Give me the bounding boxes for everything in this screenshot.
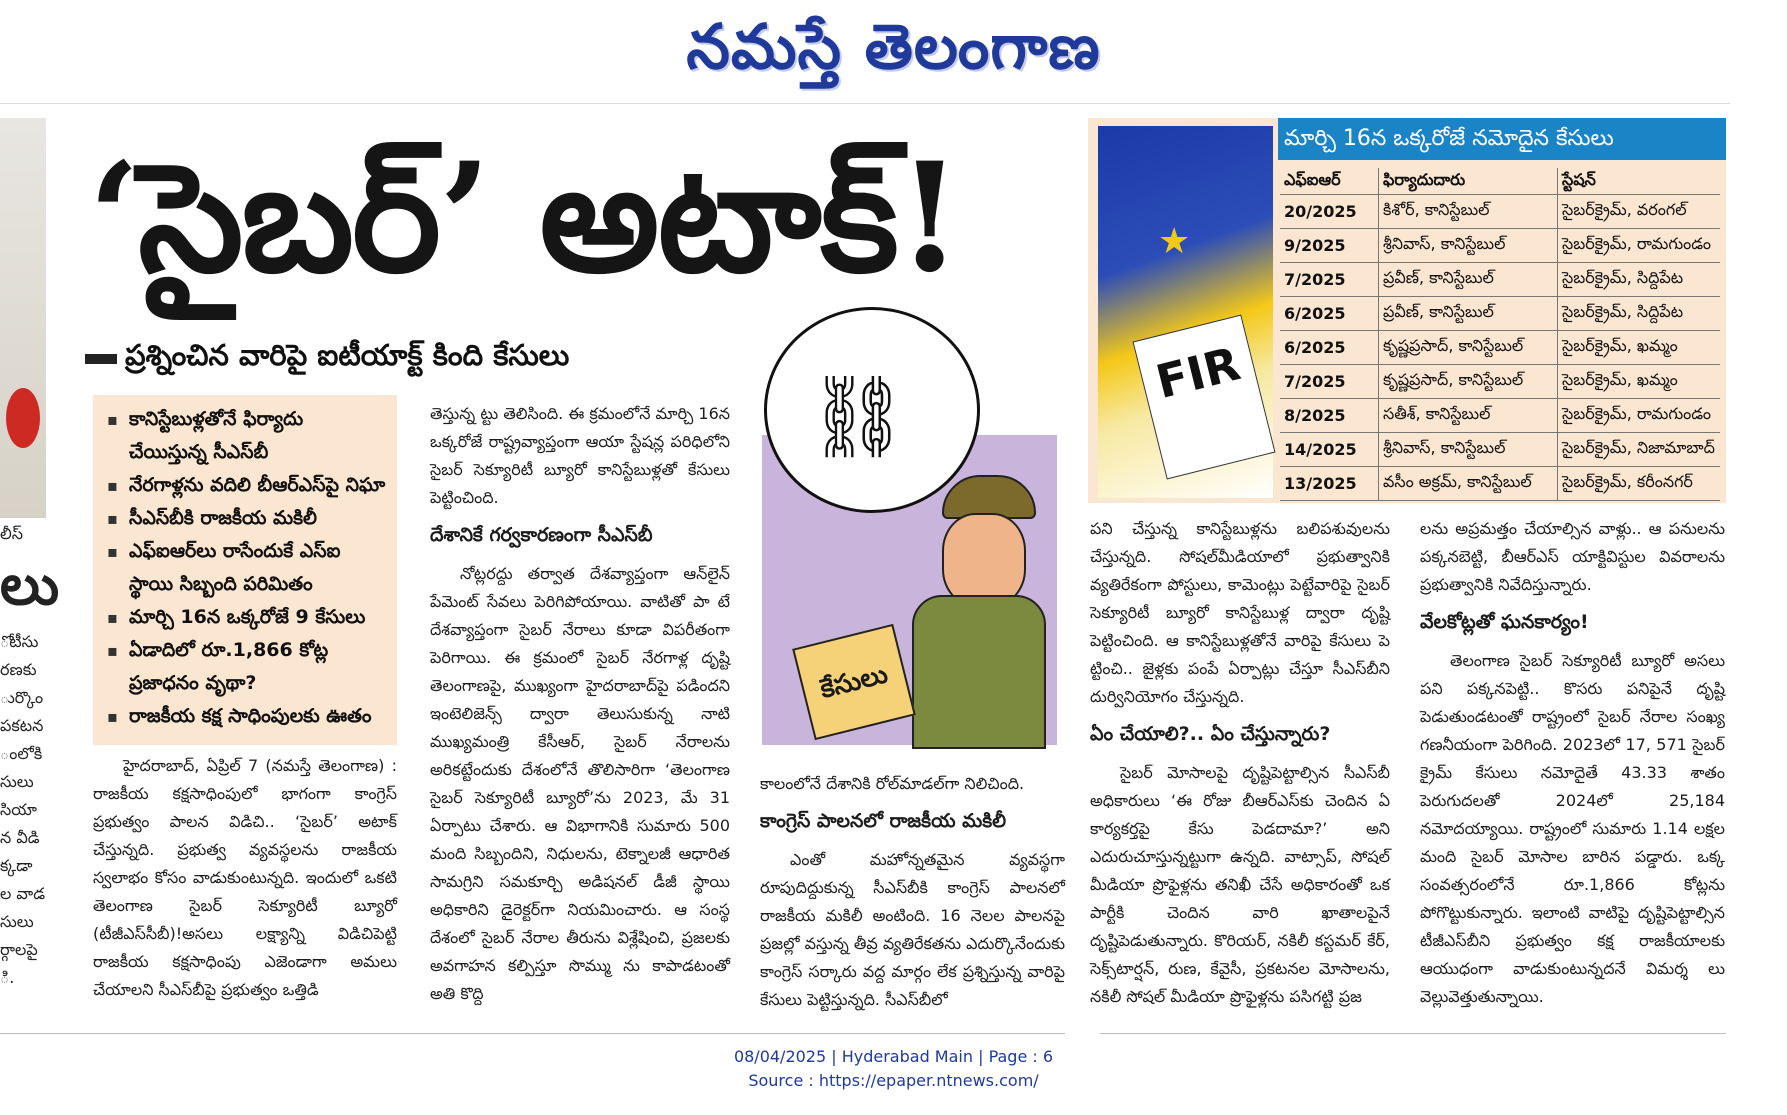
complainant: వసీం అక్రమ్‌, కానిస్టేబుల్‌ [1379, 467, 1558, 501]
article-column-2 [430, 400, 730, 1016]
highlight-item: ▪ మార్చి 16న ఒక్కరోజే 9 కేసులు [129, 601, 387, 634]
left-line: ంలోకి [0, 744, 43, 763]
left-line: రణకు [0, 660, 37, 679]
left-line: ర్గాలపై [0, 940, 38, 959]
complainant: సతీశ్‌, కానిస్టేబుల్‌ [1379, 399, 1558, 433]
page-footer [0, 1045, 1787, 1093]
station: సైబర్‌క్రైమ్‌, వరంగల్‌ [1558, 195, 1721, 229]
station: సైబర్‌క్రైమ్‌, సిద్దిపేట [1558, 263, 1721, 297]
fir-number: 8/2025 [1280, 399, 1379, 433]
station: సైబర్‌క్రైమ్‌, నిజామాబాద్‌ [1558, 433, 1721, 467]
table-row [1280, 229, 1720, 263]
left-line: ి. [0, 968, 15, 987]
left-line: సులు [0, 772, 34, 791]
station: సైబర్‌క్రైమ్‌, ఖమ్మం [1558, 331, 1721, 365]
left-photo-fragment [0, 118, 46, 518]
highlight-item: ▪ ఎఫ్‌ఐఆర్‌లు రాసేందుకే ఎస్‌ఐ స్థాయి సిబ్బంది పరిమితం [129, 535, 387, 601]
left-line: పకటన [0, 716, 44, 735]
headline: ‘సైబర్’ అటాక్! [88, 130, 961, 306]
paragraph: తెస్తున్న ట్టు తెలిసింది. ఈ క్రమంలోనే మార్చి 16న ఒక్కరోజే రాష్ట్రవ్యాప్తంగా ఆయా స్టేషన్ల పరిధిలోని సైబర్‌ సెక్యూరిటీ బ్యూరో కానిస్టేబుళ్లతో కేసులు పెట్టించింది. [430, 404, 730, 507]
table-row [1280, 331, 1720, 365]
left-line: ల వాడ [0, 884, 46, 903]
fir-number: 20/2025 [1280, 195, 1379, 229]
station: సైబర్‌క్రైమ్‌, కరీంనగర్‌ [1558, 467, 1721, 501]
table-row [1280, 195, 1720, 229]
edition-info: 08/04/2025 | Hyderabad Main | Page : 6 [733, 1047, 1054, 1066]
top-rule [0, 103, 1730, 104]
fir-number: 9/2025 [1280, 229, 1379, 263]
paragraph: హైదరాబాద్‌, ఏప్రిల్‌ 7 (నమస్తే తెలంగాణ) : రాజకీయ కక్షసాధింపులో భాగంగా కాంగ్రెస్‌ ప్రభుత్వం పాలన విడిచి.. ‘సైబర్‌’ అటాక్‌ చేస్తున్నది. ప్రభుత్వ వ్యవస్థలను రాజకీయ స్వలాభం కోసం వాడుకుంటున్నది. ఇందులో ఒకటి తెలంగాణ సైబర్‌ సెక్యూరిటీ బ్యూరో (టీజీఎస్‌సీబీ)!అసలు లక్ష్యాన్ని విడిచిపెట్టి రాజకీయ కక్షసాధింపు ఎజెండాగా అమలు చేయాలని సీఎస్‌బీపై ప్రభుత్వం ఒత్తిడి [93, 756, 397, 999]
highlight-item: ▪ రాజకీయ కక్ష సాధింపులకు ఊతం [129, 700, 387, 733]
star-icon: ★ [1158, 221, 1191, 262]
complainant: ప్రవీణ్‌, కానిస్టేబుల్‌ [1379, 263, 1558, 297]
bottom-rule-right [1100, 1033, 1726, 1034]
complainant: ప్రవీణ్‌, కానిస్టేబుల్‌ [1379, 297, 1558, 331]
subheading: కాంగ్రెస్‌ పాలనలో రాజకీయ మకిలీ [760, 810, 1007, 832]
paragraph: సైబర్‌ మోసాలపై దృష్టిపెట్టాల్సిన సీఎస్‌బీ అధికారులు ‘ఈ రోజు బీఆర్‌ఎస్‌కు చెందిన ఏ కార్యకర్తపై కేసు పెడదామా?’ అని ఎదురుచూస్తున్నట్టుగా ఉన్నది. వాట్సాప్‌, సోషల్‌ మీడియా ప్రొఫైళ్లను తనిఖీ చేసే అధికారంతో ఒక పార్టీకి చెందిన వారి ఖాతాలపైనే దృష్టిపెడుతున్నారు. కొరియర్‌, నకిలీ కస్టమర్‌ కేర్‌, సెక్స్‌టార్షన్‌, రుణ, కేవైసీ, ప్రకటనల మోసాలను, నకిలీ సోషల్‌ మీడియా ప్రొఫైళ్లను పసిగట్టి ప్రజ [1090, 763, 1390, 1006]
complainant: కిశోర్‌, కానిస్టేబుల్‌ [1379, 195, 1558, 229]
fir-number: 14/2025 [1280, 433, 1379, 467]
highlight-item: ▪ కానిస్టేబుళ్లతోనే ఫిర్యాదు చేయిస్తున్న సీఎస్‌బీ [129, 403, 387, 469]
fir-document: FIR [1132, 315, 1275, 480]
article-column-1 [93, 752, 397, 1012]
bottom-rule-left [0, 1033, 1065, 1034]
station: సైబర్‌క్రైమ్‌, రామగుండం [1558, 229, 1721, 263]
table-row [1280, 399, 1720, 433]
station: సైబర్‌క్రైమ్‌, సిద్దిపేట [1558, 297, 1721, 331]
column-header: ఫిర్యాదుదారు [1379, 168, 1558, 195]
complainant: శ్రీనివాస్‌, కానిస్టేబుల్‌ [1379, 229, 1558, 263]
fir-number: 7/2025 [1280, 263, 1379, 297]
left-column-fragment [0, 520, 60, 992]
left-caption: లీస్ [0, 524, 23, 543]
article-column-3 [760, 770, 1065, 1022]
left-line: క్కడా [0, 856, 33, 875]
highlights-box [93, 395, 397, 745]
cartoon-illustration [762, 305, 1057, 745]
paragraph: నోట్లరద్దు తర్వాత దేశవ్యాప్తంగా ఆన్‌లైన్‌ పేమెంట్‌ సేవలు పెరిగిపోయాయి. వాటితో పా టే దేశవ్యాప్తంగా సైబర్‌ నేరాలు కూడా విపరీతంగా పెరిగాయి. ఈ క్రమంలో సైబర్‌ నేరగాళ్ల దృష్టి తెలంగాణపై, ముఖ్యంగా హైదరాబాద్‌పై పడిందని ఇంటెలిజెన్స్‌ ద్వారా తెలుసుకున్న నాటి ముఖ్యమంత్రి కేసీఆర్‌, సైబర్‌ నేరాలను అరికట్టేందుకు దేశంలోనే తొలిసారిగా ‘తెలంగాణ సైబర్‌ సెక్యూరిటీ బ్యూరో’ను 2023, మే 31 ఏర్పాటు చేశారు. ఆ విభాగానికి సుమారు 500 మంది సిబ్బందిని, నిధులను, టెక్నాలజీ ఆధారిత సామగ్రిని సమకూర్చి అడిషనల్‌ డీజీ స్థాయి అధికారిని డైరెక్టర్‌గా నియమించారు. ఆ సంస్థ దేశంలో సైబర్‌ నేరాల తీరును విశ్లేషించి, ప్రజలకు అవగాహన కల్పిస్తూ సొమ్ము ను కాపాడటంతో అతి కొద్ది [430, 564, 730, 1003]
highlight-item: ▪ నేరగాళ్లను వదిలి బీఆర్‌ఎస్‌పై నిఘా [129, 469, 387, 502]
column-header: ఎఫ్‌ఐఆర్‌ [1280, 168, 1379, 195]
table-row [1280, 297, 1720, 331]
handcuffs-icon: ⛓ [807, 370, 909, 463]
table-row [1280, 365, 1720, 399]
table-header-row [1280, 168, 1720, 195]
source-link[interactable]: Source : https://epaper.ntnews.com/ [748, 1071, 1039, 1090]
complainant: శ్రీనివాస్‌, కానిస్టేబుల్‌ [1379, 433, 1558, 467]
paragraph: లను అప్రమత్తం చేయాల్సిన వాళ్లు.. ఆ పనులను పక్కనబెట్టి, బీఆర్‌ఎస్‌ యాక్టివిస్టుల వివరాలను ప్రభుత్వానికి నివేదిస్తున్నారు. [1420, 519, 1725, 594]
police-uniform [912, 595, 1046, 749]
left-line: ోటీసు [0, 632, 39, 651]
subheading: దేశానికే గర్వకారణంగా సీఎస్‌బీ [430, 524, 653, 546]
column-header: స్టేషన్‌ [1558, 168, 1721, 195]
highlight-item: ▪ ఏడాదిలో రూ.1,866 కోట్ల ప్రజాధనం వృథా? [129, 634, 387, 700]
cases-table-box [1088, 118, 1726, 503]
deck-subheadline: ప్రశ్నించిన వారిపై ఐటీయాక్ట్ కింది కేసులు [125, 332, 765, 378]
police-face [942, 513, 1026, 607]
subheading: ఏం చేయాలి?.. ఏం చేస్తున్నారు? [1090, 723, 1331, 745]
left-line: సియా [0, 800, 37, 819]
fir-number: 13/2025 [1280, 467, 1379, 501]
subheading: వేలకోట్లతో ఘనకార్యం! [1420, 611, 1589, 633]
cases-paper: కేసులు [792, 624, 916, 740]
left-photo-badge [6, 388, 40, 448]
highlight-item: ▪ సీఎస్‌బీకి రాజకీయ మకిలీ [129, 502, 387, 535]
table-row [1280, 263, 1720, 297]
paragraph: కాలంలోనే దేశానికి రోల్‌మాడల్‌గా నిలిచింది. [760, 774, 1025, 793]
fir-number: 6/2025 [1280, 331, 1379, 365]
fir-image [1098, 126, 1273, 498]
article-column-5 [1420, 515, 1725, 1019]
paragraph: తెలంగాణ సైబర్‌ సెక్యూరిటీ బ్యూరో అసలు పని పక్కనపెట్టి.. కొసరు పనిపైనే దృష్టి పెడుతుండటంతో రాష్ట్రంలో సైబర్‌ నేరాల సంఖ్య గణనీయంగా పెరిగింది. 2023లో 17, 571 సైబర్‌ క్రైమ్‌ కేసులు నమోదైతే 43.33 శాతం పెరుగుదలతో 2024లో 25,184 నమోదయ్యాయి. రాష్ట్రంలో సుమారు 1.14 లక్షల మంది సైబర్‌ మోసాల బారిన పడ్డారు. ఒక్క సంవత్సరంలోనే రూ.1,866 కోట్లను పోగొట్టుకున్నారు. ఇలాంటి వాటిపై దృష్టిపెట్టాల్సిన టీజీఎస్‌బీని ప్రభుత్వం కక్ష రాజకీయాలకు ఆయుధంగా వాడుకుంటున్నదనే విమర్శ లు వెల్లువెత్తుతున్నాయి. [1420, 651, 1725, 1006]
article-column-4 [1090, 515, 1390, 1019]
left-line: న వీడి [0, 828, 40, 847]
left-headline-fragment: లు [0, 553, 60, 618]
masthead [0, 0, 1787, 100]
paragraph: ఎంతో మహోన్నతమైన వ్యవస్థగా రూపుదిద్దుకున్న సీఎస్‌బీకి కాంగ్రెస్‌ పాలనలో రాజకీయ మకిలీ అంటింది. 16 నెలల పాలనపై ప్రజల్లో వస్తున్న తీవ్ర వ్యతిరేకతను ఎదుర్కొనేందుకు కాంగ్రెస్‌ సర్కారు వద్ద మార్గం లేక ప్రశ్నిస్తున్న వారిపై కేసులు పెట్టిస్తున్నది. సీఎస్‌బీలో [760, 850, 1065, 1009]
masthead-logo: నమస్తే తెలంగాణ [686, 10, 1101, 83]
fir-number: 7/2025 [1280, 365, 1379, 399]
cases-box-title: మార్చి 16న ఒక్కరోజే నమోదైన కేసులు [1278, 118, 1726, 160]
station: సైబర్‌క్రైమ్‌, రామగుండం [1558, 399, 1721, 433]
left-line: ుర్కొం [0, 688, 44, 707]
complainant: కృష్ణప్రసాద్‌, కానిస్టేబుల్‌ [1379, 365, 1558, 399]
highlights-list [103, 403, 387, 733]
table-row [1280, 433, 1720, 467]
cases-table [1280, 168, 1720, 501]
paragraph: పని చేస్తున్న కానిస్టేబుళ్లను బలిపశువులను చేస్తున్నది. సోషల్‌మీడియాలో ప్రభుత్వానికి వ్యతిరేకంగా పోస్టులు, కామెంట్లు పెట్టేవారిపై సైబర్‌ సెక్యూరిటీ బ్యూరో కానిస్టేబుళ్ల ద్వారా దృష్టి పెట్టించింది. ఆ కానిస్టేబుళ్లతోనే వారిపై కేసులు పె ట్టించి.. జైళ్లకు పంపే ఏర్పాట్లు చేస్తూ సీఎస్‌బీని దుర్వినియోగం చేస్తున్నది. [1090, 519, 1390, 706]
complainant: కృష్ణప్రసాద్‌, కానిస్టేబుల్‌ [1379, 331, 1558, 365]
left-line: సులు [0, 912, 34, 931]
table-row [1280, 467, 1720, 501]
fir-number: 6/2025 [1280, 297, 1379, 331]
station: సైబర్‌క్రైమ్‌, ఖమ్మం [1558, 365, 1721, 399]
